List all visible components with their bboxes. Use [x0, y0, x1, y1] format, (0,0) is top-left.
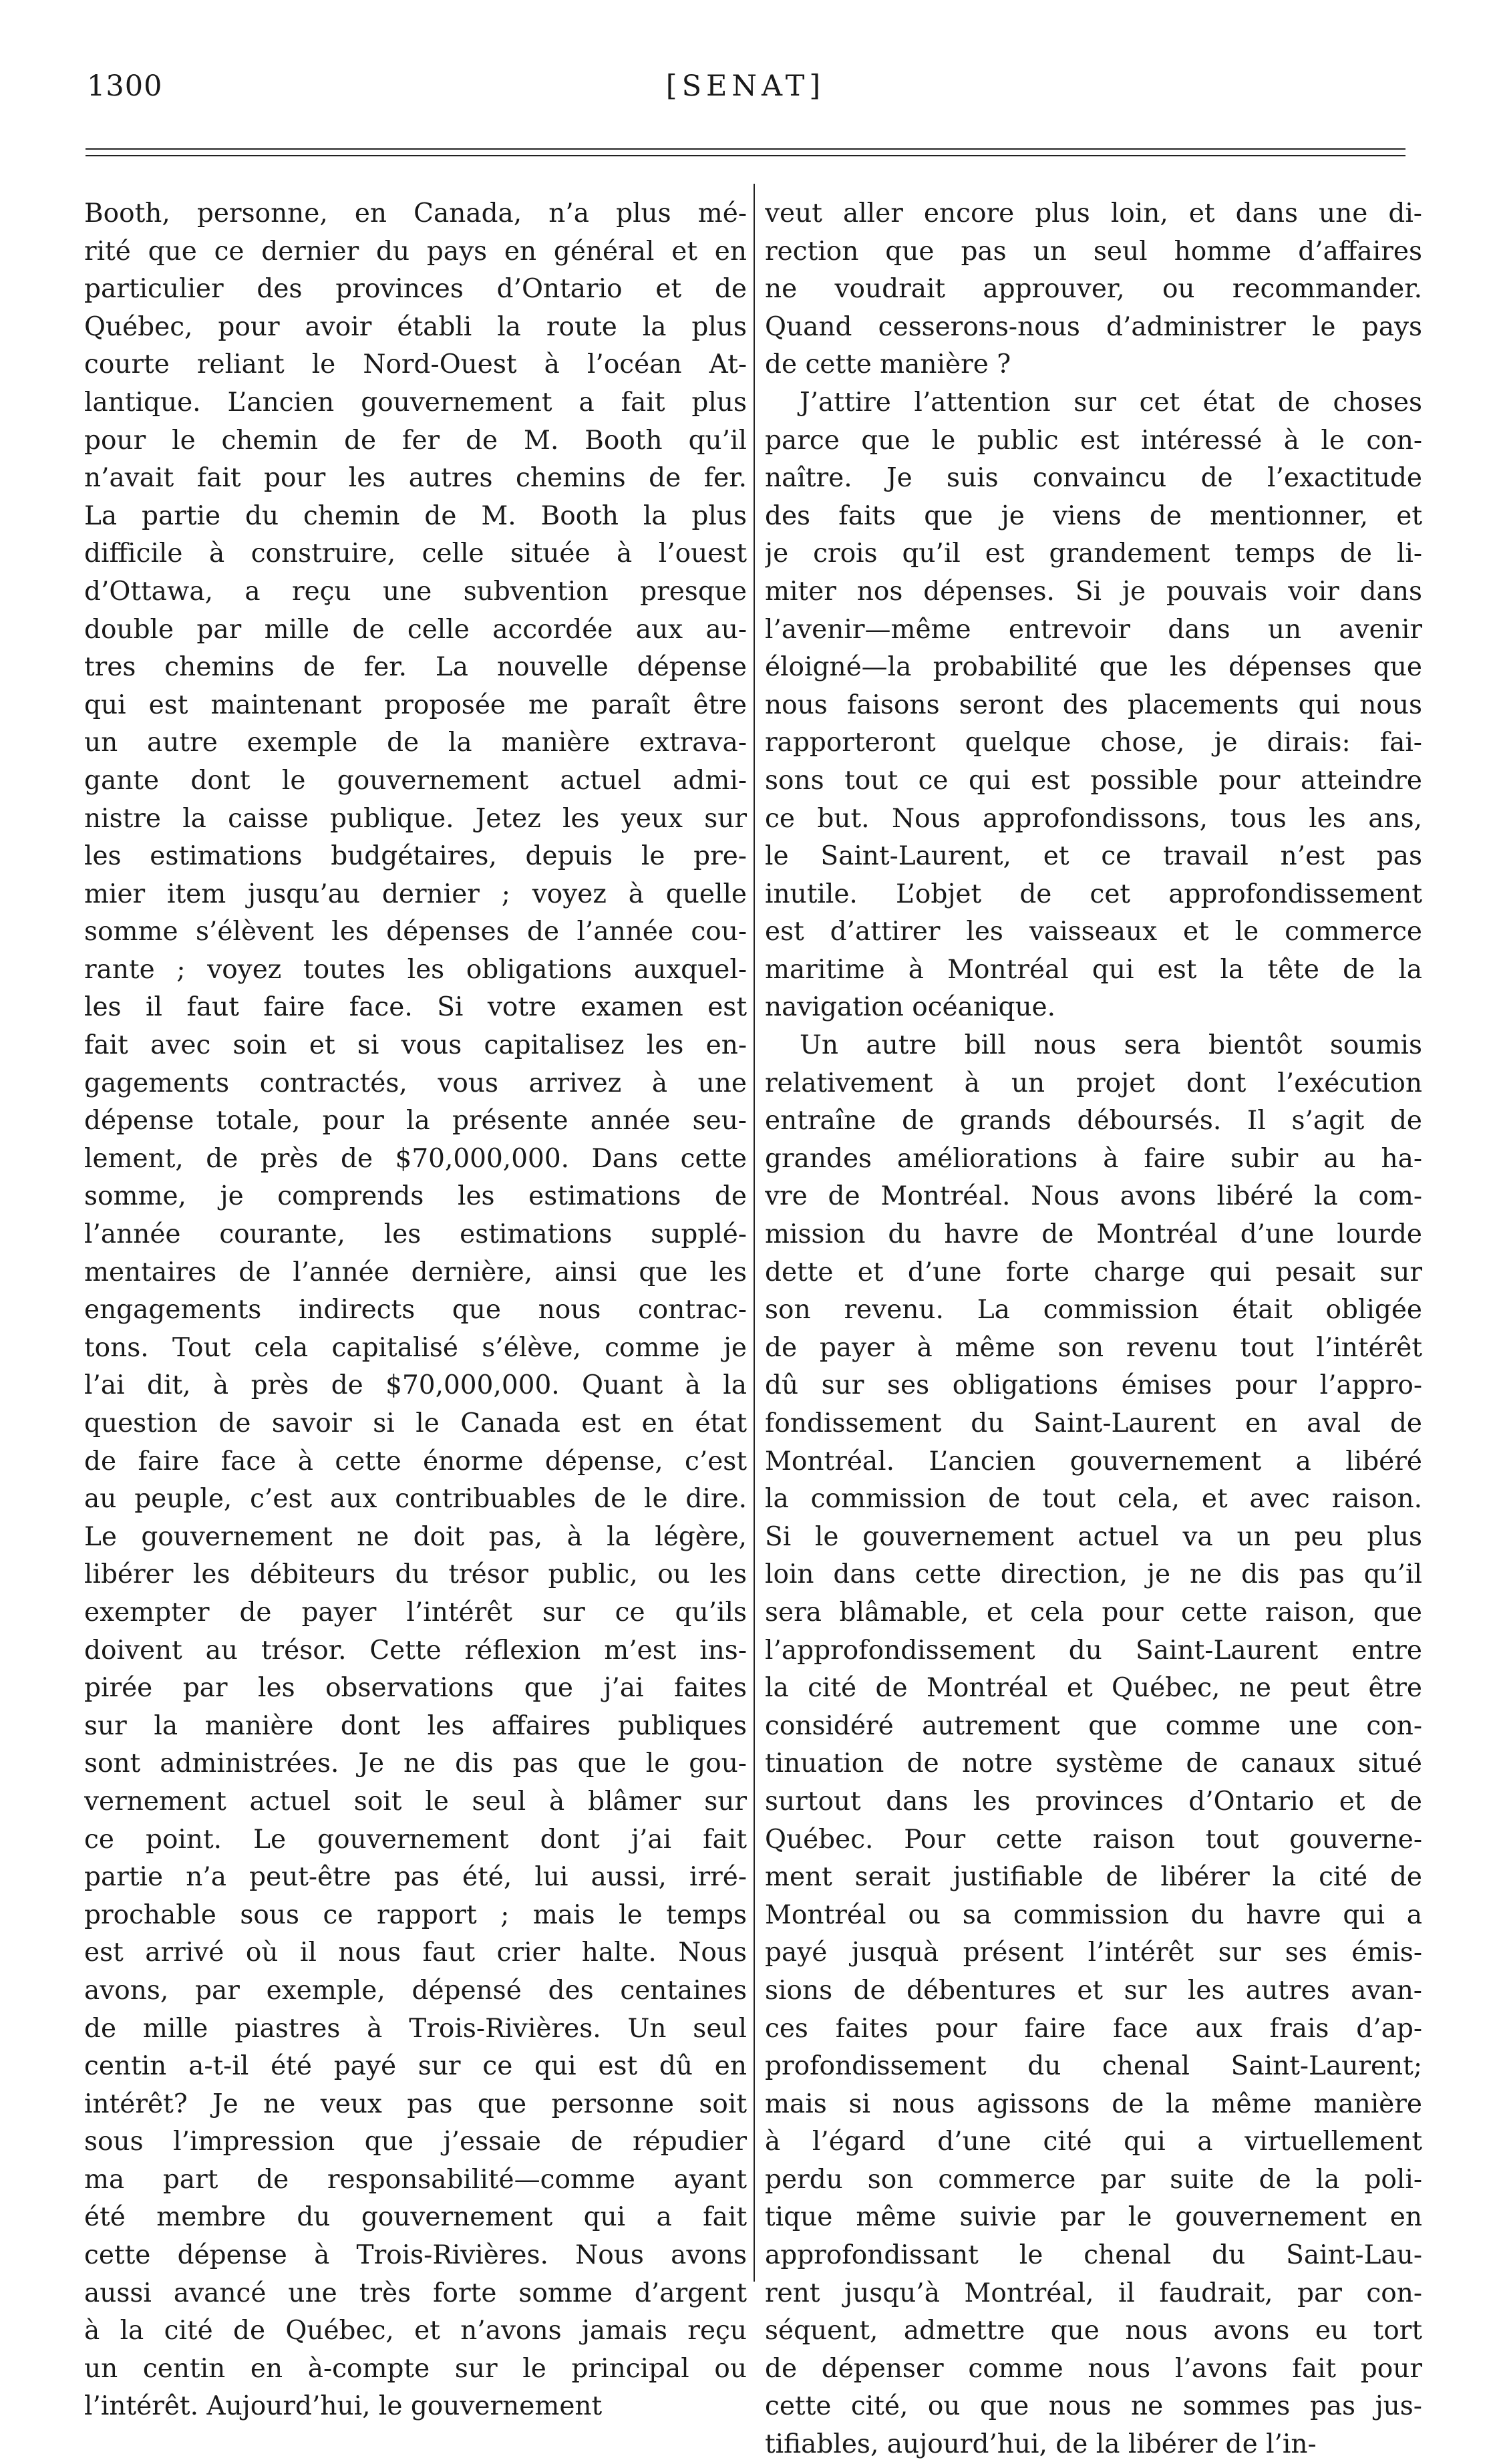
text-line: naître. Je suis convaincu de l’exactitude [765, 463, 1422, 494]
text-line: mission du havre de Montréal d’une lourde [765, 1219, 1422, 1250]
text-line: tique même suivie par le gouvernement en [765, 2202, 1422, 2233]
text-line: intérêt? Je ne veux pas que personne soit [84, 2089, 747, 2119]
text-line: maritime à Montréal qui est la tête de la [765, 954, 1422, 985]
text-line: un centin en à-compte sur le principal ou [84, 2353, 747, 2384]
text-line: sous l’impression que j’essaie de répudier [84, 2127, 747, 2157]
text-line: vernement actuel soit le seul à blâmer sur [84, 1786, 747, 1817]
text-line: ce but. Nous approfondissons, tous les ans, [765, 803, 1422, 834]
page-header-title: [SENAT] [665, 69, 826, 103]
text-line: l’ai dit, à près de $70,000,000. Quant à la [84, 1370, 747, 1401]
text-line: gante dont le gouvernement actuel admi- [84, 765, 747, 796]
text-line: à l’égard d’une cité qui a virtuellement [765, 2127, 1422, 2157]
text-line: rapporteront quelque chose, je dirais: fai- [765, 728, 1422, 758]
text-line: dépense totale, pour la présente année seu- [84, 1106, 747, 1136]
text-line: navigation océanique. [765, 992, 1056, 1023]
text-line: question de savoir si le Canada est en état [84, 1408, 747, 1438]
text-line: inutile. L’objet de cet approfondissement [765, 879, 1422, 909]
text-line: fondissement du Saint-Laurent en aval de [765, 1408, 1422, 1438]
text-line: Montréal. L’ancien gouvernement a libéré [765, 1446, 1422, 1477]
text-line: Un autre bill nous sera bientôt soumis [800, 1030, 1422, 1061]
text-line: Montréal ou sa commission du havre qui a [765, 1899, 1422, 1930]
text-line: d’Ottawa, a reçu une subvention presque [84, 576, 747, 607]
text-line: Le gouvernement ne doit pas, à la légère, [84, 1521, 747, 1552]
text-line: profondissement du chenal Saint-Laurent; [765, 2051, 1422, 2082]
text-line: cette dépense à Trois-Rivières. Nous avons [84, 2240, 747, 2271]
text-line: tinuation de notre système de canaux situé [765, 1748, 1422, 1779]
text-line: vre de Montréal. Nous avons libéré la com- [765, 1181, 1422, 1212]
text-line: de cette manière ? [765, 349, 1011, 380]
text-line: à la cité de Québec, et n’avons jamais reçu [84, 2316, 747, 2346]
text-line: difficile à construire, celle située à l’ouest [84, 538, 747, 569]
text-line: avons, par exemple, dépensé des centaines [84, 1975, 747, 2006]
text-line: rection que pas un seul homme d’affaires [765, 236, 1422, 267]
text-line: exempter de payer l’intérêt sur ce qu’ils [84, 1597, 747, 1628]
text-line: son revenu. La commission était obligée [765, 1295, 1422, 1326]
text-line: la cité de Montréal et Québec, ne peut être [765, 1673, 1422, 1704]
text-line: dette et d’une forte charge qui pesait sur [765, 1257, 1422, 1287]
text-line: parce que le public est intéressé à le con- [765, 425, 1422, 456]
text-line: éloigné—la probabilité que les dépenses que [765, 652, 1422, 683]
text-line: Quand cesserons-nous d’administrer le pays [765, 311, 1422, 342]
text-line: relativement à un projet dont l’exécution [765, 1068, 1422, 1098]
text-line: ce point. Le gouvernement dont j’ai fait [84, 1824, 747, 1855]
text-line: nistre la caisse publique. Jetez les yeux sur [84, 803, 747, 834]
text-line: n’avait fait pour les autres chemins de fer. [84, 463, 747, 494]
text-line: l’approfondissement du Saint-Laurent entre [765, 1635, 1422, 1666]
text-line: tifiables, aujourd’hui, de la libérer de l’in- [765, 2429, 1317, 2460]
text-line: nous faisons seront des placements qui nous [765, 689, 1422, 720]
text-line: considéré autrement que comme une con- [765, 1710, 1422, 1741]
text-line: de mille piastres à Trois-Rivières. Un seul [84, 2013, 747, 2044]
text-line: des faits que je viens de mentionner, et [765, 500, 1422, 531]
text-line: gagements contractés, vous arrivez à une [84, 1068, 747, 1098]
text-line: doivent au trésor. Cette réflexion m’est ins- [84, 1635, 747, 1666]
text-line: rante ; voyez toutes les obligations auxquel- [84, 954, 747, 985]
text-line: ment serait justifiable de libérer la cité de [765, 1862, 1422, 1893]
text-line: sur la manière dont les affaires publiques [84, 1710, 747, 1741]
text-line: ces faites pour faire face aux frais d’ap- [765, 2013, 1422, 2044]
text-line: lantique. L’ancien gouvernement a fait plus [84, 387, 747, 418]
text-line: approfondissant le chenal du Saint-Lau- [765, 2240, 1422, 2271]
text-line: de dépenser comme nous l’avons fait pour [765, 2353, 1422, 2384]
text-line: Québec. Pour cette raison tout gouverne- [765, 1824, 1422, 1855]
text-line: mentaires de l’année dernière, ainsi que les [84, 1257, 747, 1287]
text-line: rité que ce dernier du pays en général et en [84, 236, 747, 267]
text-line: un autre exemple de la manière extrava- [84, 728, 747, 758]
text-line: perdu son commerce par suite de la poli- [765, 2164, 1422, 2195]
text-line: sera blâmable, et cela pour cette raison, que [765, 1597, 1422, 1628]
text-line: partie n’a peut-être pas été, lui aussi, irré- [84, 1862, 747, 1893]
text-line: ne voudrait approuver, ou recommander. [765, 274, 1422, 305]
text-line: payé jusquà présent l’intérêt sur ses émis- [765, 1938, 1422, 1968]
text-line: prochable sous ce rapport ; mais le temps [84, 1899, 747, 1930]
text-line: surtout dans les provinces d’Ontario et de [765, 1786, 1422, 1817]
column-divider [754, 184, 755, 2282]
text-line: pour le chemin de fer de M. Booth qu’il [84, 425, 747, 456]
text-line: lement, de près de $70,000,000. Dans cette [84, 1143, 747, 1174]
text-line: loin dans cette direction, je ne dis pas qu’il [765, 1559, 1422, 1590]
text-line: au peuple, c’est aux contribuables de le dire. [84, 1484, 747, 1515]
text-line: somme s’élèvent les dépenses de l’année cou- [84, 917, 747, 947]
text-line: Booth, personne, en Canada, n’a plus mé- [84, 198, 747, 228]
text-line: de payer à même son revenu tout l’intérêt [765, 1332, 1422, 1363]
text-line: libérer les débiteurs du trésor public, ou les [84, 1559, 747, 1590]
text-line: aussi avancé une très forte somme d’argent [84, 2278, 747, 2308]
text-line: le Saint-Laurent, et ce travail n’est pas [765, 841, 1422, 872]
text-line: somme, je comprends les estimations de [84, 1181, 747, 1212]
text-line: La partie du chemin de M. Booth la plus [84, 500, 747, 531]
text-line: les estimations budgétaires, depuis le pre- [84, 841, 747, 872]
text-line: les il faut faire face. Si votre examen est [84, 992, 747, 1023]
text-line: rent jusqu’à Montréal, il faudrait, par con- [765, 2278, 1422, 2308]
text-line: engagements indirects que nous contrac- [84, 1295, 747, 1326]
right-column [765, 195, 1422, 2464]
text-line: centin a-t-il été payé sur ce qui est dû en [84, 2051, 747, 2082]
text-line: est d’attirer les vaisseaux et le commerce [765, 917, 1422, 947]
text-line: fait avec soin et si vous capitalisez les en- [84, 1030, 747, 1061]
text-line: sions de débentures et sur les autres avan- [765, 1975, 1422, 2006]
text-line: entraîne de grands déboursés. Il s’agit de [765, 1106, 1422, 1136]
text-line: qui est maintenant proposée me paraît être [84, 689, 747, 720]
text-line: je crois qu’il est grandement temps de li- [765, 538, 1422, 569]
text-line: dû sur ses obligations émises pour l’appro- [765, 1370, 1422, 1401]
text-line: sont administrées. Je ne dis pas que le gou- [84, 1748, 747, 1779]
text-line: grandes améliorations à faire subir au ha- [765, 1143, 1422, 1174]
text-line: particulier des provinces d’Ontario et de [84, 274, 747, 305]
text-line: sons tout ce qui est possible pour atteindre [765, 765, 1422, 796]
header-rule-bottom [86, 155, 1405, 156]
text-line: double par mille de celle accordée aux au- [84, 614, 747, 645]
text-line: cette cité, ou que nous ne sommes pas jus- [765, 2391, 1422, 2422]
text-line: été membre du gouvernement qui a fait [84, 2202, 747, 2233]
text-line: de faire face à cette énorme dépense, c’est [84, 1446, 747, 1477]
text-line: Québec, pour avoir établi la route la plus [84, 311, 747, 342]
text-line: Si le gouvernement actuel va un peu plus [765, 1521, 1422, 1552]
text-line: pirée par les observations que j’ai faites [84, 1673, 747, 1704]
header-rule-top [86, 148, 1405, 150]
left-column [84, 195, 747, 2426]
text-line: tres chemins de fer. La nouvelle dépense [84, 652, 747, 683]
text-line: mier item jusqu’au dernier ; voyez à quelle [84, 879, 747, 909]
text-line: l’intérêt. Aujourd’hui, le gouvernement [84, 2391, 603, 2422]
text-line: séquent, admettre que nous avons eu tort [765, 2316, 1422, 2346]
text-line: miter nos dépenses. Si je pouvais voir dans [765, 576, 1422, 607]
text-line: J’attire l’attention sur cet état de choses [800, 387, 1422, 418]
text-line: ma part de responsabilité—comme ayant [84, 2164, 747, 2195]
page-number: 1300 [87, 69, 163, 103]
text-line: mais si nous agissons de la même manière [765, 2089, 1422, 2119]
text-line: veut aller encore plus loin, et dans une di- [765, 198, 1422, 228]
text-line: la commission de tout cela, et avec raison. [765, 1484, 1422, 1515]
text-line: tons. Tout cela capitalisé s’élève, comme je [84, 1332, 747, 1363]
text-line: courte reliant le Nord-Ouest à l’océan At- [84, 349, 747, 380]
text-line: est arrivé où il nous faut crier halte. Nous [84, 1938, 747, 1968]
text-line: l’avenir—même entrevoir dans un avenir [765, 614, 1422, 645]
text-line: l’année courante, les estimations supplé- [84, 1219, 747, 1250]
